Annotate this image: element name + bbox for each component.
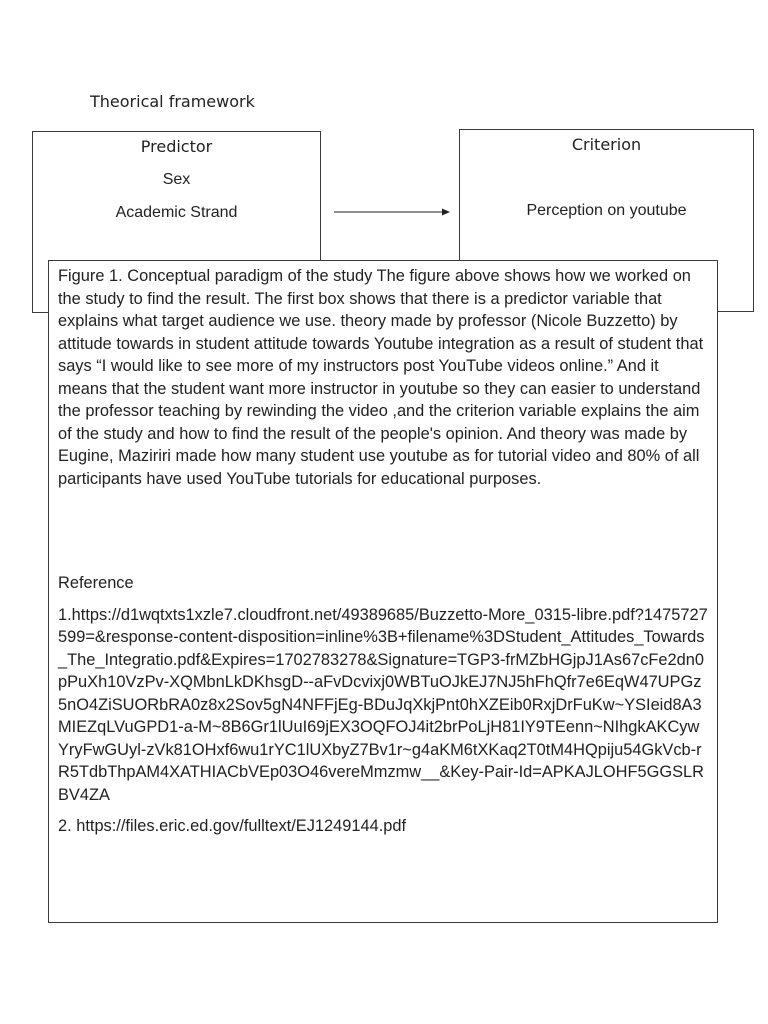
- criterion-item-perception: Perception on youtube: [526, 202, 687, 219]
- caption-paragraph: Figure 1. Conceptual paradigm of the study The figure above shows how we worked on the study to find the result. The first box shows that there is a predictor variable that explains what target audience we use. theory made by professor (Nicole Buzzetto) by attitude towards in student attitude towards Youtube integration as a result of student that says “I would like to see more of my instructors post YouTube videos online.” And it means that the student want more instructor in youtube so they can easier to understand the professor teaching by rewinding the video ,and the criterion variable explains the aim of the study and how to find the result of the people's opinion. And theory was made by Eugine, Maziriri made how many student use youtube as for tutorial video and 80% of all participants have used YouTube tutorials for educational purposes.: [58, 267, 704, 488]
- caption-text-box: [48, 260, 718, 923]
- reference-item-1: 1.https://d1wqtxts1xzle7.cloudfront.net/49389685/Buzzetto-More_0315-libre.pdf?1475727599=&response-content-disposition=inline%3B+filename%3DStudent_Attitudes_Towards_The_Integratio.pdf&Expires=1702783278&Signature=TGP3-frMZbHGjpJ1As67cFe2dn0pPuXh10VzPv-XQMbnLkDKhsgD--aFvDcvixj0WBTuOJkEJ7NJ5hFhQfr7e6EqW47UPGz5nO4ZiSUORbRA0z8x2Sov5gN4NFFjEg-BDuJqXkjPnt0hXZEib0RxjDrFuKw~YSIeid8A3MIEZqLVuGPD1-a-M~8B6Gr1lUuI69jEX3OQFOJ4it2brPoLjH81IY9TEenn~NIhgkAKCywYryFwGUyl-zVk81OHxf6wu1rYC1lUXbyZ7Bv1r~g4aKM6tXKaq2T0tM4HQpiju54GkVcb-rR5TdbThpAM4XATHIACbVEp03O46vereMmzmw__&Key-Pair-Id=APKAJLOHF5GGSLRBV4ZA: [58, 605, 708, 804]
- reference-heading: Reference: [58, 574, 134, 592]
- blank-space: [58, 490, 708, 572]
- predictor-heading: Predictor: [140, 137, 213, 156]
- reference-item-2: 2. https://files.eric.ed.gov/fulltext/EJ1249144.pdf: [58, 817, 407, 835]
- arrow-right-icon: [334, 205, 450, 219]
- criterion-heading: Criterion: [571, 135, 642, 154]
- predictor-item-academic-strand: Academic Strand: [115, 204, 238, 221]
- page-title: Theorical framework: [90, 92, 255, 111]
- predictor-item-sex: Sex: [162, 171, 191, 188]
